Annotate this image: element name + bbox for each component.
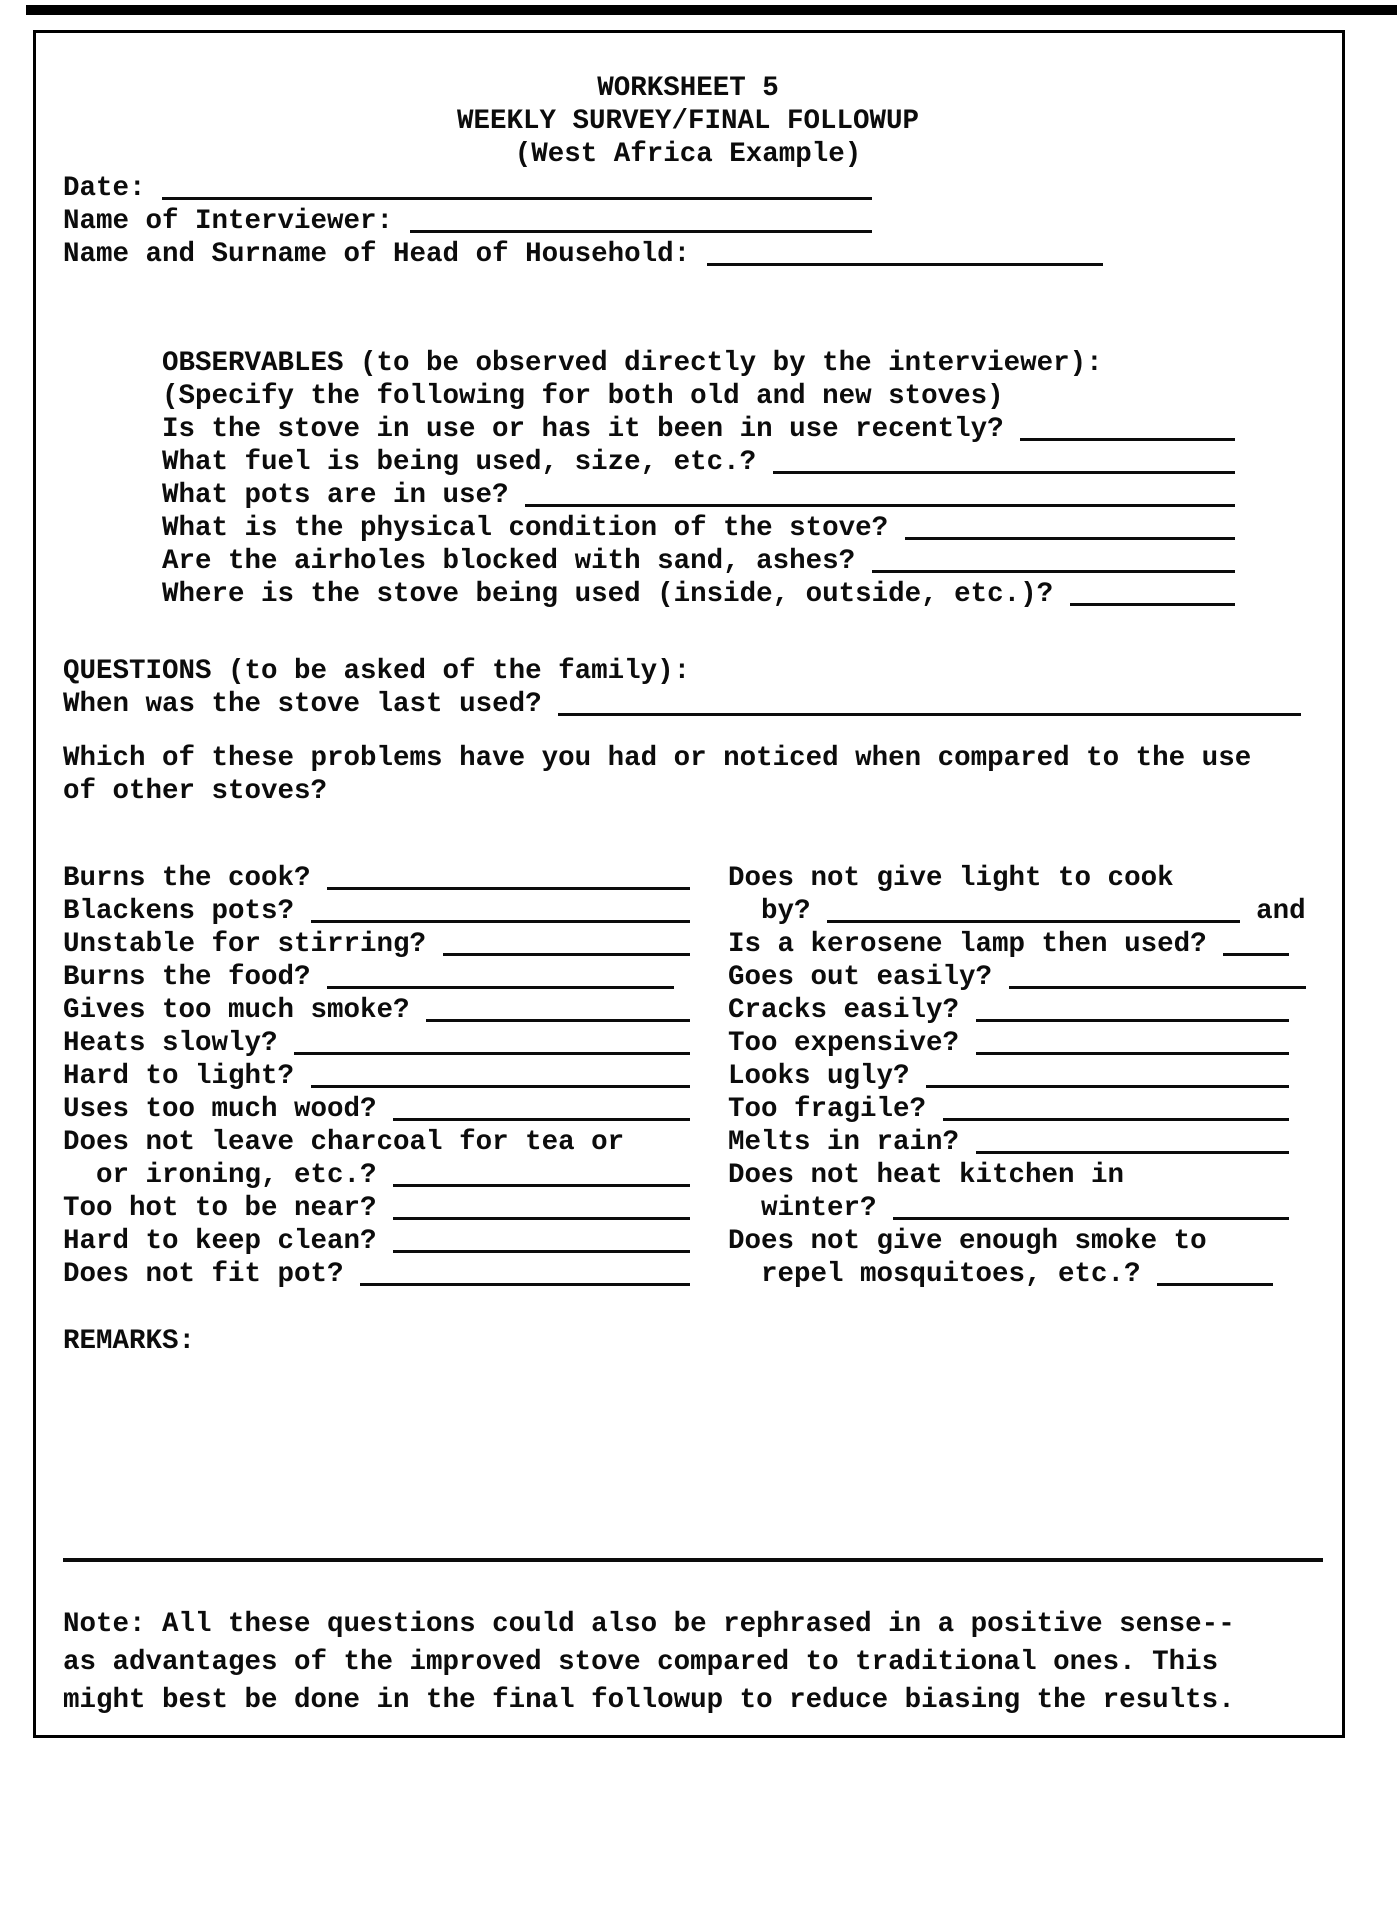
answer-blank [976, 1052, 1290, 1055]
form-title [63, 72, 1313, 171]
problems-intro [63, 742, 1251, 808]
answer-blank [1223, 953, 1289, 956]
problem-question-row [63, 994, 723, 1027]
header-field-row [63, 205, 1103, 238]
problem-question-label: Heats slowly? [63, 1028, 278, 1059]
problem-question-label: Looks ugly? [728, 1061, 910, 1092]
problem-question-row [63, 928, 723, 961]
problem-question-label: Is a kerosene lamp then used? [728, 929, 1207, 960]
answer-blank [893, 1217, 1289, 1220]
answer-blank [393, 1118, 690, 1121]
answer-blank [311, 920, 691, 923]
problem-question-label: Cracks easily? [728, 995, 960, 1026]
answer-blank [1157, 1283, 1273, 1286]
problem-question-label: Melts in rain? [728, 1127, 960, 1158]
header-field-label: Date: [63, 173, 146, 204]
answer-blank [1070, 603, 1235, 606]
questions-first-item [63, 688, 1301, 721]
problem-question-label: Goes out easily? [728, 962, 993, 993]
problem-question-label: Does not give enough smoke to [728, 1226, 1207, 1257]
observables-heading: OBSERVABLES (to be observed directly by the interviewer): [162, 348, 1103, 379]
problem-question-label: Too expensive? [728, 1028, 960, 1059]
problem-question-row [63, 1060, 723, 1093]
problem-question-label: Does not leave charcoal for tea or [63, 1127, 625, 1158]
problem-question-row [728, 1027, 1338, 1060]
answer-blank [162, 197, 872, 200]
problem-question-row [728, 1159, 1338, 1192]
questions-heading: QUESTIONS (to be asked of the family): [63, 656, 691, 687]
observable-question-row [162, 413, 1235, 446]
problems-column-left [63, 862, 723, 1291]
answer-blank [976, 1019, 1290, 1022]
title-worksheet-number: WORKSHEET 5 [597, 73, 779, 104]
answer-blank [327, 986, 674, 989]
questions-section [63, 655, 1301, 721]
note-line-2: as advantages of the improved stove compared to traditional ones. This [63, 1647, 1219, 1678]
problem-question-row [63, 1192, 723, 1225]
answer-blank [905, 537, 1235, 540]
answer-blank [393, 1217, 690, 1220]
problem-question-label: Hard to keep clean? [63, 1226, 377, 1257]
problem-question-label: Blackens pots? [63, 896, 295, 927]
problem-question-label: Uses too much wood? [63, 1094, 377, 1125]
observable-question-row [162, 446, 1235, 479]
answer-blank [393, 1250, 690, 1253]
remarks-bottom-rule [63, 1558, 1323, 1562]
answer-blank [525, 504, 1235, 507]
header-field-label: Name of Interviewer: [63, 206, 394, 237]
problem-question-label: Burns the food? [63, 962, 311, 993]
problems-intro-line-1: Which of these problems have you had or noticed when compared to the use [63, 743, 1252, 774]
problem-question-label: by? [761, 896, 811, 927]
answer-blank [1020, 438, 1235, 441]
problems-intro-line-2: of other stoves? [63, 776, 328, 807]
problem-question-row [728, 1225, 1338, 1258]
observables-subheading: (Specify the following for both old and new stoves) [162, 381, 1004, 412]
family-question-label: When was the stove last used? [63, 689, 542, 720]
problem-question-row [63, 1225, 723, 1258]
observable-question-row [162, 479, 1235, 512]
problem-question-row [728, 994, 1338, 1027]
answer-blank [393, 1184, 690, 1187]
header-fields [63, 172, 1103, 271]
observable-question-label: Are the airholes blocked with sand, ashes? [162, 546, 856, 577]
answer-blank [410, 230, 872, 233]
observables-items [162, 413, 1235, 611]
title-example-region: (West Africa Example) [514, 139, 862, 170]
answer-blank [360, 1283, 690, 1286]
problem-question-row [728, 862, 1338, 895]
problem-question-label: Unstable for stirring? [63, 929, 427, 960]
header-field-label: Name and Surname of Head of Household: [63, 239, 691, 270]
answer-blank [1009, 986, 1306, 989]
answer-blank [943, 1118, 1290, 1121]
problem-question-row [728, 961, 1338, 994]
problem-question-row [728, 895, 1338, 928]
answer-blank [872, 570, 1235, 573]
answer-blank [707, 263, 1103, 266]
problem-question-label: winter? [761, 1193, 877, 1224]
problem-question-label: repel mosquitoes, etc.? [761, 1259, 1141, 1290]
problem-question-row [728, 1126, 1338, 1159]
observable-question-label: What pots are in use? [162, 480, 509, 511]
problem-question-label: Does not give light to cook [728, 863, 1174, 894]
answer-blank [773, 471, 1235, 474]
observable-question-row [162, 545, 1235, 578]
problem-question-row [728, 928, 1338, 961]
problems-column-right [728, 862, 1338, 1291]
problem-question-row [728, 1093, 1338, 1126]
answer-blank [443, 953, 691, 956]
observable-question-label: Is the stove in use or has it been in use recently? [162, 414, 1004, 445]
answer-blank [926, 1085, 1289, 1088]
problem-question-row [63, 895, 723, 928]
problem-question-row [63, 1027, 723, 1060]
answer-blank [327, 887, 690, 890]
remarks-label: REMARKS: [63, 1326, 196, 1357]
problem-question-row [63, 1093, 723, 1126]
observable-question-row [162, 578, 1235, 611]
problem-question-row [63, 1126, 723, 1159]
problem-question-label: Too hot to be near? [63, 1193, 377, 1224]
header-field-row [63, 238, 1103, 271]
problem-question-label: Does not heat kitchen in [728, 1160, 1125, 1191]
observable-question-row [162, 512, 1235, 545]
title-survey-name: WEEKLY SURVEY/FINAL FOLLOWUP [456, 106, 920, 137]
answer-blank [827, 920, 1240, 923]
note-line-3: might best be done in the final followup to reduce biasing the results. [63, 1685, 1235, 1716]
problem-question-row [63, 961, 723, 994]
problem-question-suffix: and [1256, 896, 1306, 927]
answer-blank [976, 1151, 1290, 1154]
problem-question-label: Too fragile? [728, 1094, 927, 1125]
observables-section [162, 347, 1235, 611]
family-question-row [63, 688, 1301, 721]
problem-question-label: Does not fit pot? [63, 1259, 344, 1290]
answer-blank [558, 713, 1301, 716]
header-field-row [63, 172, 1103, 205]
observable-question-label: What fuel is being used, size, etc.? [162, 447, 757, 478]
problem-question-row [728, 1060, 1338, 1093]
problem-question-row [63, 862, 723, 895]
answer-blank [311, 1085, 691, 1088]
scan-edge-artifact [26, 5, 1397, 15]
problem-question-label: Hard to light? [63, 1061, 295, 1092]
answer-blank [426, 1019, 690, 1022]
remarks-section [63, 1325, 195, 1358]
observable-question-label: What is the physical condition of the stove? [162, 513, 889, 544]
problem-question-row [63, 1258, 723, 1291]
problem-question-label: Burns the cook? [63, 863, 311, 894]
problem-question-row [728, 1258, 1338, 1291]
problem-question-row [728, 1192, 1338, 1225]
observable-question-label: Where is the stove being used (inside, outside, etc.)? [162, 579, 1054, 610]
problem-question-label: or ironing, etc.? [96, 1160, 377, 1191]
problem-question-row [63, 1159, 723, 1192]
note-line-1: Note: All these questions could also be rephrased in a positive sense-- [63, 1609, 1235, 1640]
answer-blank [294, 1052, 690, 1055]
note-section [63, 1606, 1235, 1720]
problem-question-label: Gives too much smoke? [63, 995, 410, 1026]
